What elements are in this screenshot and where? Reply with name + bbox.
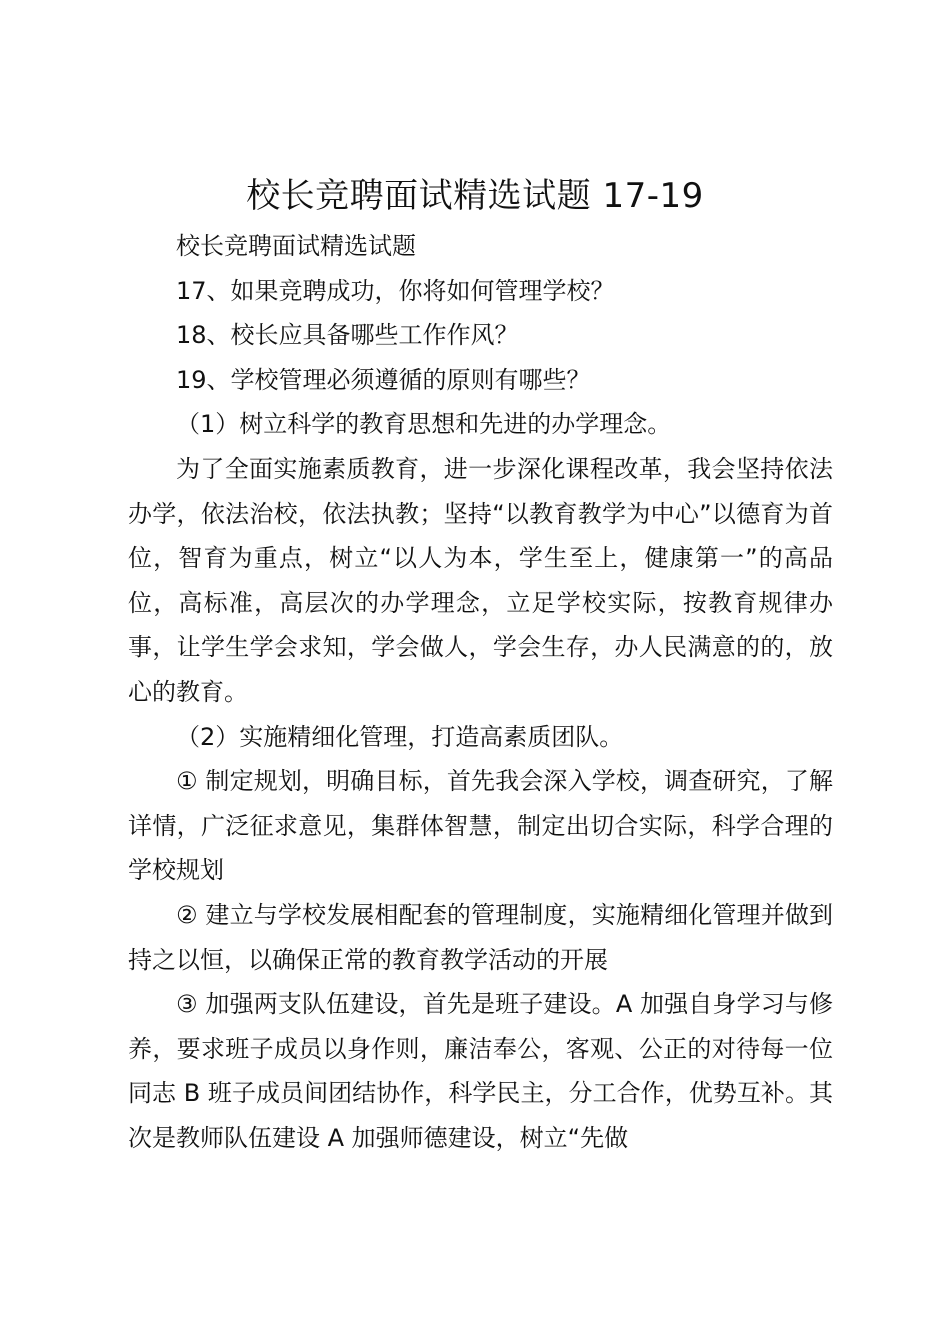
paragraph-point-1-detail: 为了全面实施素质教育，进一步深化课程改革，我会坚持依法办学，依法治校，依法执教；坚持“以教育教学为中心”以德育为首位，智育为重点，树立“以人为本，学生至上，健康第一”的高品位，高标准，高层次的办学理念，立足学校实际，按教育规律办事，让学生学会求知，学会做人，学会生存，办人民满意的的，放心的教育。 (128, 454, 833, 706)
paragraph-question-19: 19、学校管理必须遵循的原则有哪些？ (176, 365, 591, 394)
paragraph-item-1: ① 制定规划，明确目标，首先我会深入学校，调查研究，了解详情，广泛征求意见，集群体智慧，制定出切合实际，科学合理的学校规划 (128, 767, 833, 885)
paragraph-question-18: 18、校长应具备哪些工作作风？ (176, 321, 519, 350)
paragraph-question-17: 17、如果竞聘成功，你将如何管理学校？ (176, 276, 615, 305)
document-body (128, 224, 833, 1160)
paragraph-item-3: ③ 加强两支队伍建设，首先是班子建设。A 加强自身学习与修养，要求班子成员以身作则，廉洁奉公，客观、公正的对待每一位同志 B 班子成员间团结协作，科学民主，分工合作，优势互补。其次是教师队伍建设 A 加强师德建设，树立“先做 (128, 990, 833, 1152)
paragraph-item-2: ② 建立与学校发展相配套的管理制度，实施精细化管理并做到持之以恒，以确保正常的教育教学活动的开展 (128, 900, 833, 974)
document-title: 校长竞聘面试精选试题 17-19 (246, 176, 704, 216)
paragraph-point-2: （2）实施精细化管理，打造高素质团队。 (176, 722, 624, 751)
paragraph-point-1: （1）树立科学的教育思想和先进的办学理念。 (176, 410, 672, 439)
paragraph-subtitle: 校长竞聘面试精选试题 (176, 232, 416, 260)
